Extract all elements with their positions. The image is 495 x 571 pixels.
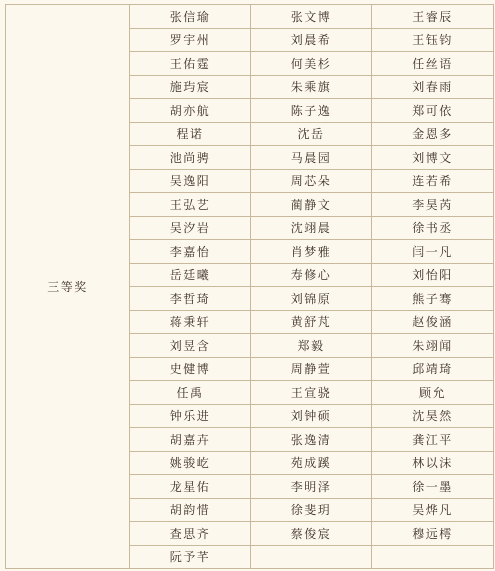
winner-name-cell: 赵俊涵 [372, 310, 494, 334]
winner-name-cell: 李嘉怡 [130, 240, 251, 264]
winner-name-cell: 邱靖琦 [372, 357, 494, 381]
winner-name-cell: 徐一墨 [372, 475, 494, 499]
winner-name-cell: 李明泽 [251, 475, 372, 499]
winner-name-cell: 徐斐玥 [251, 498, 372, 522]
winner-name-cell: 蒋秉轩 [130, 310, 251, 334]
winner-name-cell: 任丝语 [372, 52, 494, 76]
winner-name-cell [251, 545, 372, 569]
winner-name-cell: 王佑霆 [130, 52, 251, 76]
winner-name-cell: 任禹 [130, 381, 251, 405]
winner-name-cell: 胡韵惜 [130, 498, 251, 522]
winner-name-cell: 刘锦原 [251, 287, 372, 311]
winner-name-cell: 吴烨凡 [372, 498, 494, 522]
winner-name-cell: 吴逸阳 [130, 169, 251, 193]
winner-name-cell: 钟乐进 [130, 404, 251, 428]
winner-name-cell: 龙星佑 [130, 475, 251, 499]
winner-name-cell: 张文博 [251, 5, 372, 29]
winner-name-cell: 查思齐 [130, 522, 251, 546]
winner-name-cell: 李昊芮 [372, 193, 494, 217]
winner-name-cell: 王钰钧 [372, 28, 494, 52]
winner-name-cell: 闫一凡 [372, 240, 494, 264]
winner-name-cell: 陈子逸 [251, 99, 372, 123]
winner-name-cell: 张逸清 [251, 428, 372, 452]
winner-name-cell: 史健博 [130, 357, 251, 381]
winner-name-cell: 张信瑜 [130, 5, 251, 29]
winner-name-cell: 龚江平 [372, 428, 494, 452]
winner-name-cell: 蔺静文 [251, 193, 372, 217]
winner-name-cell: 肖梦雅 [251, 240, 372, 264]
winner-name-cell: 周静萱 [251, 357, 372, 381]
winner-name-cell: 沈翊晨 [251, 216, 372, 240]
winner-name-cell: 阮予芊 [130, 545, 251, 569]
winner-name-cell: 岳廷曦 [130, 263, 251, 287]
winner-name-cell: 熊子骞 [372, 287, 494, 311]
winner-name-cell: 林以沫 [372, 451, 494, 475]
winner-name-cell: 连若希 [372, 169, 494, 193]
winner-name-cell: 马晨园 [251, 146, 372, 170]
winner-name-cell: 寿修心 [251, 263, 372, 287]
award-category-cell: 三等奖 [6, 5, 130, 569]
winner-name-cell: 金恩多 [372, 122, 494, 146]
winner-name-cell [372, 545, 494, 569]
winner-name-cell: 程诺 [130, 122, 251, 146]
winner-name-cell: 刘怡阳 [372, 263, 494, 287]
winner-name-cell: 苑成蹊 [251, 451, 372, 475]
winner-name-cell: 刘春雨 [372, 75, 494, 99]
winner-name-cell: 郑毅 [251, 334, 372, 358]
winner-name-cell: 沈岳 [251, 122, 372, 146]
winner-name-cell: 穆远樗 [372, 522, 494, 546]
winner-name-cell: 沈昊然 [372, 404, 494, 428]
winner-name-cell: 王弘艺 [130, 193, 251, 217]
winner-name-cell: 朱翊闻 [372, 334, 494, 358]
winner-name-cell: 蔡俊宸 [251, 522, 372, 546]
winner-name-cell: 徐书丞 [372, 216, 494, 240]
winner-name-cell: 王睿辰 [372, 5, 494, 29]
winner-name-cell: 吴汐岩 [130, 216, 251, 240]
award-table [5, 4, 494, 569]
winner-name-cell: 周芯朵 [251, 169, 372, 193]
winner-name-cell: 王宣骁 [251, 381, 372, 405]
winner-name-cell: 郑可依 [372, 99, 494, 123]
winner-name-cell: 刘晨希 [251, 28, 372, 52]
winner-name-cell: 何美杉 [251, 52, 372, 76]
winner-name-cell: 刘昱含 [130, 334, 251, 358]
table-row [6, 5, 494, 29]
winner-name-cell: 罗宇州 [130, 28, 251, 52]
winner-name-cell: 姚骏屹 [130, 451, 251, 475]
award-table-body [6, 5, 494, 569]
winner-name-cell: 池尚骋 [130, 146, 251, 170]
winner-name-cell: 胡嘉卉 [130, 428, 251, 452]
winner-name-cell: 黄舒芃 [251, 310, 372, 334]
winner-name-cell: 李哲琦 [130, 287, 251, 311]
winner-name-cell: 刘钟硕 [251, 404, 372, 428]
winner-name-cell: 胡亦航 [130, 99, 251, 123]
winner-name-cell: 施玙宸 [130, 75, 251, 99]
winner-name-cell: 顾允 [372, 381, 494, 405]
winner-name-cell: 刘博文 [372, 146, 494, 170]
winner-name-cell: 朱乘旗 [251, 75, 372, 99]
